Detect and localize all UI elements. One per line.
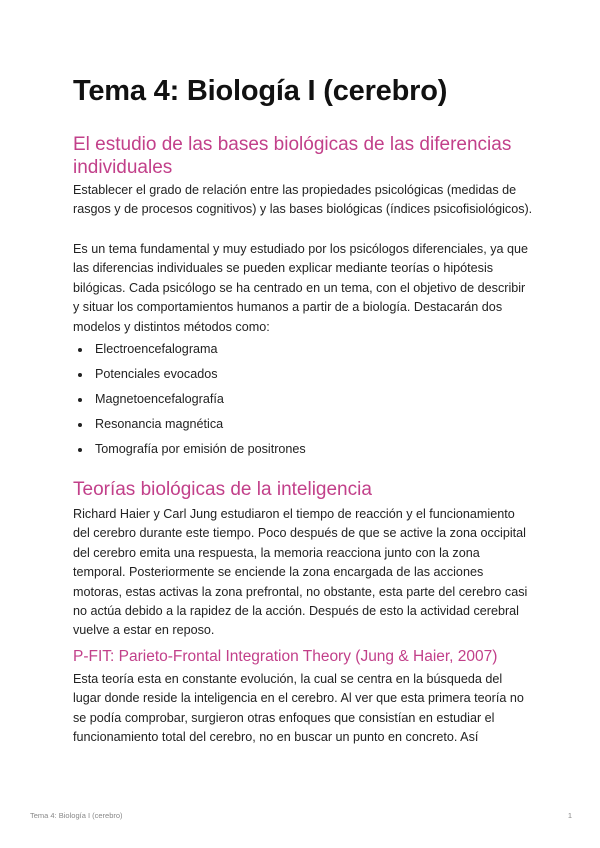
paragraph-importance: Es un tema fundamental y muy estudiado por los psicólogos diferenciales, ya que las diferencias individuales se pueden explicar mediante teorías o hipótesis bilógicas. Cada psicólogo se ha centrado en un tema, con el objetivo de describir y situar los comportamientos humanos a partir de a biología. Destacarán dos modelos y distintos métodos como: (73, 242, 529, 334)
paragraph-pfit: Esta teoría esta en constante evolución, la cual se centra en la búsqueda del lugar donde reside la inteligencia en el cerebro. Al ver que esta primera teoría no se podía comprobar, surgieron otras enfoques que consistían en estudiar el funcionamiento total del cerebro, no en buscar un punto en concreto. Así (73, 672, 524, 745)
footer-title: Tema 4: Biología I (cerebro) (30, 811, 123, 820)
page-number: 1 (567, 811, 572, 820)
section-heading-bases: El estudio de las bases biológicas de las diferencias individuales (73, 134, 512, 178)
list-item: Potenciales evocados (73, 365, 533, 390)
list-item: Electroencefalograma (73, 340, 533, 365)
list-item: Tomografía por emisión de positrones (73, 440, 533, 465)
page-title: Tema 4: Biología I (cerebro) (73, 75, 448, 107)
section-heading-theories: Teorías biológicas de la inteligencia (73, 479, 372, 500)
paragraph-haier-jung: Richard Haier y Carl Jung estudiaron el tiempo de reacción y el funcionamiento del cerebro durante este tiempo. Poco después de que se active la zona occipital del cerebro emita una respuesta, la memoria reacciona junto con la zona temporal. Posteriormente se enciende la zona encargada de las acciones motoras, estas activas la zona prefrontal, no obstante, esta parte del cerebro casi no actúa debido a la rapidez de la acción. Después de esto la actividad cerebral vuelve a estar en reposo. (73, 507, 528, 638)
methods-list (73, 340, 533, 465)
page-footer (30, 811, 572, 820)
section-heading-pfit: P-FIT: Parieto-Frontal Integration Theory (Jung & Haier, 2007) (73, 648, 498, 665)
list-item: Resonancia magnética (73, 415, 533, 440)
list-item: Magnetoencefalografía (73, 390, 533, 415)
paragraph-definition: Establecer el grado de relación entre las propiedades psicológicas (medidas de rasgos y de procesos cognitivos) y las bases biológicas (índices psicofisiológicos). (73, 183, 533, 217)
